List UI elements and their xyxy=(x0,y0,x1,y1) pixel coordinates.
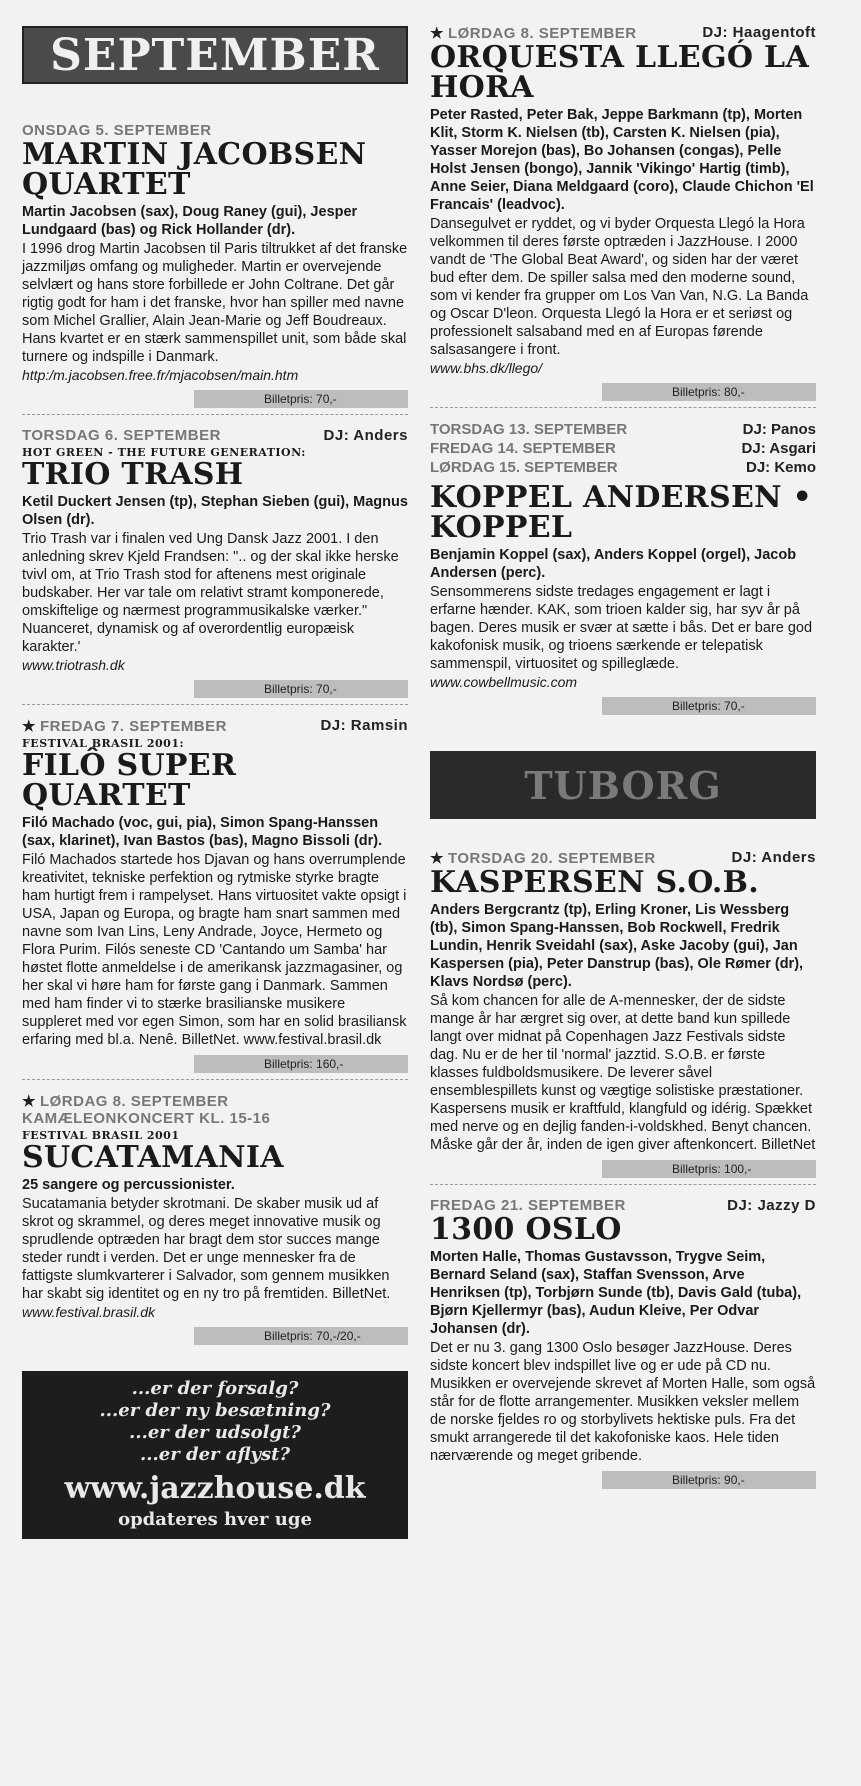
event-performers: Martin Jacobsen (sax), Doug Raney (gui), Jesper Lundgaard (bas) og Rick Hollander (dr). xyxy=(22,204,358,238)
ad-line: ...er der ny besætning? xyxy=(99,1400,331,1421)
event-url[interactable]: http:/m.jacobsen.free.fr/mjacobsen/main.htm xyxy=(22,367,299,383)
ad-update-note: opdateres hver uge xyxy=(118,1509,312,1530)
event-dj: DJ: Ramsin xyxy=(320,717,408,734)
event-title: FILÔ SUPER QUARTET xyxy=(22,748,237,813)
event-date: ONSDAG 5. SEPTEMBER xyxy=(22,122,212,139)
ad-line: ...er der forsalg? xyxy=(131,1378,299,1399)
ticket-price: Billetpris: 100,- xyxy=(602,1160,816,1178)
event-sucatamania xyxy=(22,1092,408,1345)
event-performers: Peter Rasted, Peter Bak, Jeppe Barkmann (tp), Morten Klit, Storm K. Nielsen (tb), Carsten K. Nielsen (pia), Yasser Morejon (bas), Bo Johansen (congas), Pelle Holst Jensen (bongo), Jannik 'Vikingo' Hartig (timb), Anne Seier, Diana Meldgaard (coro), Claude Chichon 'El Francais' (leadvoc). xyxy=(430,107,814,213)
divider xyxy=(22,704,408,705)
event-title: SUCATAMANIA xyxy=(22,1140,284,1175)
event-performers: 25 sangere og percussionister. xyxy=(22,1177,235,1193)
event-koppel-andersen xyxy=(430,420,816,715)
ticket-price: Billetpris: 80,- xyxy=(602,383,816,401)
event-date: TORSDAG 6. SEPTEMBER DJ: Anders xyxy=(22,427,408,444)
star-icon: ★ xyxy=(430,25,444,42)
event-orquesta-llego xyxy=(430,24,816,401)
ticket-price: Billetpris: 70,-/20,- xyxy=(194,1327,408,1345)
event-title: MARTIN JACOBSEN QUARTET xyxy=(22,137,367,202)
star-icon: ★ xyxy=(22,718,36,735)
event-date: FREDAG 21. SEPTEMBER DJ: Jazzy D xyxy=(430,1197,816,1214)
divider xyxy=(430,1184,816,1185)
event-kaspersen-sob xyxy=(430,849,816,1178)
event-dj: DJ: Kemo xyxy=(745,459,816,476)
event-title: 1300 OSLO xyxy=(430,1212,622,1247)
event-dj: DJ: Jazzy D xyxy=(727,1197,816,1214)
event-description: Trio Trash var i finalen ved Ung Dansk Jazz 2001. I den anledning skrev Kjeld Frandsen: ".. og der skal ikke herske tvivl om, at Trio Trash stod for aftenens mest originale budskaber. Her var tale om relativt stramt komponerede, omskiftelige og nærmest programmusikalske værker." Nuanceret, dynamisk og af overordentlig europæisk karakter.' xyxy=(22,531,399,655)
event-filo-super-quartet xyxy=(22,717,408,1073)
ticket-price: Billetpris: 70,- xyxy=(194,680,408,698)
event-title: KASPERSEN S.O.B. xyxy=(430,865,760,900)
ad-line: ...er der udsolgt? xyxy=(129,1422,301,1443)
event-performers: Morten Halle, Thomas Gustavsson, Trygve Seim, Bernard Seland (sax), Staffan Svensson, Arve Henriksen (tp), Torbjørn Sunde (tb), Davis Gald (tuba), Bjørn Kjellermyr (bas), Audun Kleive, Per Odvar Johansen (dr). xyxy=(430,1249,802,1337)
event-subtitle: FESTIVAL BRASIL 2001: xyxy=(22,737,185,750)
event-title: TRIO TRASH xyxy=(22,457,244,492)
event-dj: DJ: Anders xyxy=(731,849,816,866)
divider xyxy=(22,1079,408,1080)
event-description: Det er nu 3. gang 1300 Oslo besøger JazzHouse. Deres sidste koncert blev indspillet live og er ude på CD nu. Musikken er overvejende skrevet af Morten Halle, som også står for de flotte arrangementer. Musikken veksler mellem de norske fjeldes ro og storbylivets hektiske puls. Fra det smukt arrangerede til det kakofoniske kaos. Hele tiden nærværende og meget gribende. xyxy=(430,1340,816,1464)
month-banner: SEPTEMBER xyxy=(22,26,408,84)
event-dj: DJ: Asgari xyxy=(741,440,816,457)
left-column xyxy=(22,0,408,1539)
event-subtitle: HOT GREEN - THE FUTURE GENERATION: xyxy=(22,446,306,459)
event-url[interactable]: www.festival.brasil.dk xyxy=(22,1304,156,1320)
event-performers: Ketil Duckert Jensen (tp), Stephan Sieben (gui), Magnus Olsen (dr). xyxy=(22,494,408,528)
ticket-price: Billetpris: 160,- xyxy=(194,1055,408,1073)
event-title: ORQUESTA LLEGÓ LA HORA xyxy=(430,40,810,105)
event-date: ★ FREDAG 7. SEPTEMBER DJ: Ramsin xyxy=(22,717,408,735)
event-date: ★ TORSDAG 20. SEPTEMBER DJ: Anders xyxy=(430,849,816,867)
ad-website[interactable]: www.jazzhouse.dk xyxy=(64,1471,366,1506)
ticket-price: Billetpris: 70,- xyxy=(194,390,408,408)
event-title: KOPPEL ANDERSEN • KOPPEL xyxy=(430,480,813,545)
star-icon: ★ xyxy=(22,1093,36,1110)
tuborg-ad[interactable]: TUBORG xyxy=(430,751,816,819)
ticket-price: Billetpris: 70,- xyxy=(602,697,816,715)
event-dj: DJ: Haagentoft xyxy=(702,24,816,41)
event-description: Dansegulvet er ryddet, og vi byder Orquesta Llegó la Hora velkommen til deres første optræden i JazzHouse. I 2000 vandt de 'The Global Beat Award', og siden har der været bud efter dem. De spiller salsa med den moderne sound, som vi kender fra grupper om Los Van Van, N.G. La Banda og Oscar D'leon. Orquesta Llegó la Hora er et seriøst og professionelt salsaband med en af Europas førende salsasangere i front. xyxy=(430,216,809,358)
jazzhouse-ad[interactable] xyxy=(22,1371,408,1539)
event-description: I 1996 drog Martin Jacobsen til Paris tiltrukket af det franske jazzmiljøs omfang og muligheder. Martin er overvejende selvlært og hans store forbillede er John Coltrane. Det går rigtig godt for ham i det franske, hvor han spiller med navne som Michel Grallier, Alain Jean-Marie og Jeff Boudreaux. Hans kvartet er en stærk sammenspillet unit, som både skal turnere og indspille i Danmark. xyxy=(22,241,408,365)
event-url[interactable]: www.cowbellmusic.com xyxy=(430,674,578,690)
event-date: ★ LØRDAG 8. SEPTEMBER DJ: Haagentoft xyxy=(430,24,816,42)
divider xyxy=(430,407,816,408)
event-trio-trash xyxy=(22,427,408,698)
event-description: Sensommerens sidste tredages engagement er lagt i erfarne hænder. KAK, som trioen kalder sig, har syv år på bagen. Deres musik er svær at sætte i bås. Det er bare god kakofonisk musik, og trioens særkende er telepatisk sammenspil, virtuositet og spilleglæde. xyxy=(430,584,813,672)
event-subtitle: FESTIVAL BRASIL 2001 xyxy=(22,1129,180,1142)
event-dj: DJ: Anders xyxy=(323,427,408,444)
event-url[interactable]: www.triotrash.dk xyxy=(22,657,125,673)
event-dj: DJ: Panos xyxy=(742,421,816,438)
ad-line: ...er der aflyst? xyxy=(140,1444,290,1465)
event-url[interactable]: www.bhs.dk/llego/ xyxy=(430,360,543,376)
event-date: ★ LØRDAG 8. SEPTEMBER xyxy=(22,1093,229,1110)
star-icon: ★ xyxy=(430,850,444,867)
right-column xyxy=(430,0,816,1489)
event-description: Sucatamania betyder skrotmani. De skaber musik ud af skrot og skrammel, og deres meget innovative musik og sprudlende optræden har bragt dem stor succes mange steder rundt i verden. Det er unge mennesker fra de fattigste slumkvarterer i Salvador, som gennem musikken har skabt sig identitet og en ny tro på fremtiden. BilletNet. xyxy=(22,1196,391,1302)
event-martin-jacobsen xyxy=(22,122,408,408)
event-description: Filó Machados startede hos Djavan og hans overrumplende kreativitet, tekniske perfektion og rytmiske styrke bragte ham hurtigt frem i rampelyset. Hans virtuositet vakte opsigt i USA, Japan og Europa, og bragte ham snart sammen med navne som Ivan Lins, Leny Andrade, Joyce, Hermeto og Flora Purim. Filós seneste CD 'Cantando um Samba' har høstet flotte anmeldelse i de amerikansk jazzmagasiner, og her skal vi høre ham for første gang i Danmark. Sammen med ham finder vi to stærke brasilianske musikere suppleret med vor egen Simon, som har en solid brasiliansk erfaring med bl.a. Nenê. BilletNet. www.festival.brasil.dk xyxy=(22,852,407,1048)
event-date-secondary: KAMÆLEONKONCERT KL. 15-16 xyxy=(22,1110,271,1127)
divider xyxy=(22,414,408,415)
event-dates: TORSDAG 13. SEPTEMBER DJ: Panos FREDAG 14. SEPTEMBER DJ: Asgari LØRDAG 15. SEPTEMBER DJ: Kemo xyxy=(430,421,816,476)
event-1300-oslo xyxy=(430,1197,816,1489)
event-performers: Benjamin Koppel (sax), Anders Koppel (orgel), Jacob Andersen (perc). xyxy=(430,547,797,581)
ticket-price: Billetpris: 90,- xyxy=(602,1471,816,1489)
event-description: Så kom chancen for alle de A-mennesker, der de sidste mange år har ærgret sig over, at dette band kun spillede langt over midnat på Copenhagen Jazz Festivals sidste dag. Nu er de her til 'normal' jazztid. S.O.B. er første klasses fuldboldsmusikere. De leverer såvel ensemblespillets kunst og vægtige solistiske præstationer. Kaspersens musik er kraftfuld, klangfuld og idérig. Spækket med nerve og en dejlig fanden-i-voldskhed. Benyt chancen. Måske går der år, inden de igen giver aftenkoncert. BilletNet xyxy=(430,993,816,1153)
event-performers: Anders Bergcrantz (tp), Erling Kroner, Lis Wessberg (tb), Simon Spang-Hanssen, Bob Rockwell, Fredrik Lundin, Henrik Sveidahl (sax), Aske Jacoby (gui), Jan Kaspersen (pia), Peter Danstrup (bas), Ole Rømer (dr), Klavs Nordsø (perc). xyxy=(430,902,804,990)
event-performers: Filó Machado (voc, gui, pia), Simon Spang-Hanssen (sax, klarinet), Ivan Bastos (bas), Magno Bissoli (dr). xyxy=(22,815,383,849)
